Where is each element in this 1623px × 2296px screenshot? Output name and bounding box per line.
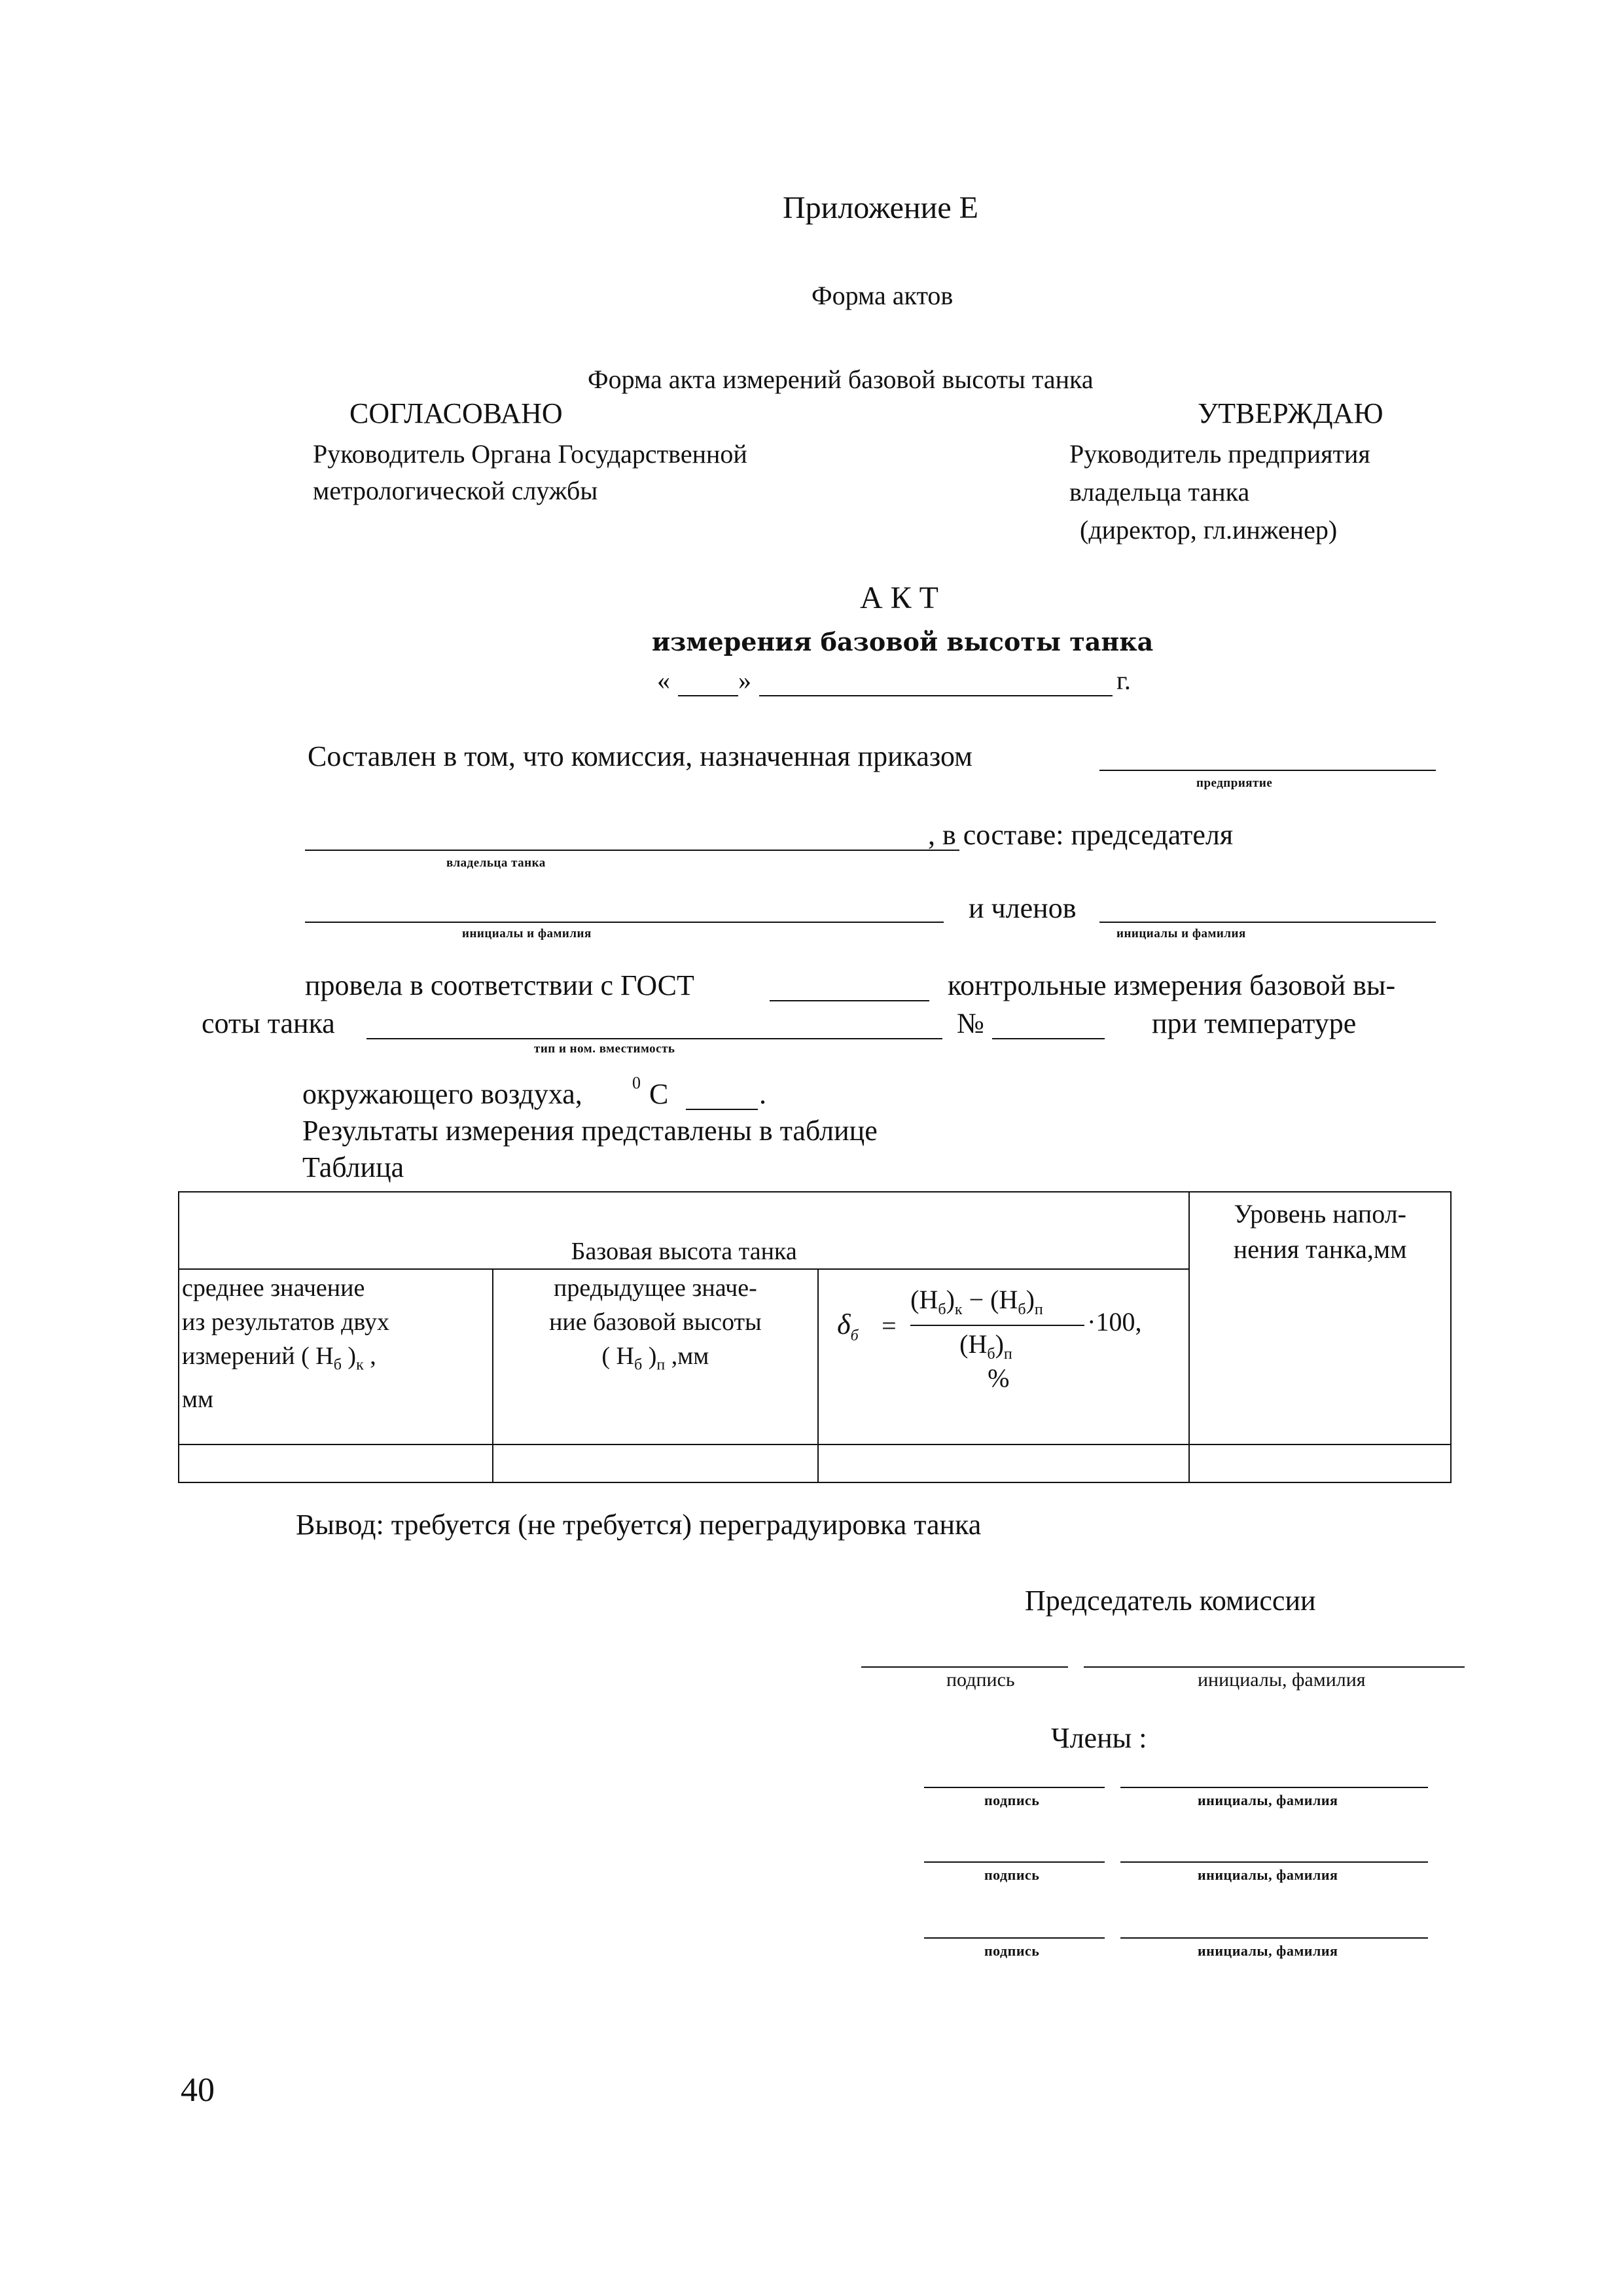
date-close-quote: »: [738, 666, 751, 695]
caption-type-volume: тип и ном. вместимость: [534, 1042, 675, 1056]
formula-multiplier: ·100,: [1087, 1307, 1142, 1336]
level-header-cell: [1189, 1192, 1451, 1444]
formula-equals: =: [882, 1311, 897, 1340]
approve-right-title: УТВЕРЖДАЮ: [1198, 397, 1383, 429]
table-empty-cell-3: [818, 1444, 1189, 1482]
member1-initials-caption: инициалы, фамилия: [1198, 1792, 1338, 1808]
degree-sign: 0: [632, 1073, 641, 1092]
group-header: Базовая высота танка: [571, 1238, 797, 1265]
body-line1: Составлен в том, что комиссия, назначенная приказом: [308, 740, 972, 772]
member1-initials-line: [1120, 1787, 1428, 1788]
date-open-quote: «: [657, 666, 670, 695]
col-deviation-header: [818, 1269, 1189, 1444]
chair-initials-line: [1084, 1666, 1465, 1668]
caption-enterprise: предприятие: [1196, 776, 1273, 790]
order-blank: [1099, 770, 1436, 771]
deviation-formula: [819, 1270, 1188, 1401]
formula-percent: %: [988, 1363, 1010, 1393]
chair-label: Председатель комиссии: [1025, 1585, 1316, 1617]
date-month-blank: [759, 695, 1113, 696]
body-line5b: №: [957, 1007, 984, 1039]
approved-by-left-line1: Руководитель Органа Государственной: [313, 439, 747, 469]
member3-signature-caption: подпись: [984, 1943, 1040, 1959]
formula-fraction-bar: [910, 1325, 1084, 1326]
appendix-heading: Приложение Е: [783, 190, 978, 225]
col2-line1: предыдущее значе-: [554, 1274, 757, 1302]
member2-signature-caption: подпись: [984, 1867, 1040, 1883]
body-line5a: соты танка: [202, 1007, 335, 1039]
body-line7: Результаты измерения представлены в таблице: [302, 1115, 878, 1147]
member3-initials-caption: инициалы, фамилия: [1198, 1943, 1338, 1959]
member2-signature-line: [924, 1861, 1105, 1863]
body-line4a: провела в соответствии с ГОСТ: [305, 969, 694, 1001]
group-header-cell: [179, 1192, 1189, 1269]
body-line6: окружающего воздуха,: [302, 1078, 582, 1110]
member2-initials-caption: инициалы, фамилия: [1198, 1867, 1338, 1883]
members-blank: [1099, 922, 1436, 923]
approve-right-line3: (директор, гл.инженер): [1080, 515, 1338, 545]
tank-number-blank: [992, 1038, 1105, 1039]
col-average-header: [179, 1269, 493, 1444]
body-line5c: при температуре: [1152, 1007, 1357, 1039]
temperature-blank: [686, 1109, 758, 1110]
date-day-blank: [678, 695, 738, 696]
body-line3-mid: и членов: [969, 892, 1077, 924]
col2-line2: ние базовой высоты: [549, 1308, 762, 1336]
approved-by-left-title: СОГЛАСОВАНО: [349, 397, 563, 429]
tank-type-blank: [366, 1038, 942, 1039]
form-title: Форма акта измерений базовой высоты танка: [588, 365, 1094, 394]
col1-line3: измерений ( $Н_б$ )$_к$ ,: [182, 1342, 376, 1374]
member2-initials-line: [1120, 1861, 1428, 1863]
member3-initials-line: [1120, 1937, 1428, 1939]
col1-line4: мм: [182, 1385, 214, 1413]
conclusion: Вывод: требуется (не требуется) переградуировка танка: [296, 1509, 982, 1541]
table-empty-cell-1: [179, 1444, 493, 1482]
formula-delta: $\delta_б$: [837, 1308, 859, 1344]
forms-heading: Форма актов: [812, 281, 954, 310]
approved-by-left-line2: метрологической службы: [313, 476, 598, 505]
chair-signature-line: [861, 1666, 1068, 1668]
caption-owner: владельца танка: [446, 856, 546, 870]
member1-signature-caption: подпись: [984, 1792, 1040, 1808]
results-table: [178, 1191, 1452, 1483]
level-header-line2: нения танка,мм: [1233, 1234, 1407, 1264]
member1-signature-line: [924, 1787, 1105, 1788]
col-previous-header: [493, 1269, 819, 1444]
formula-numerator: $(Н_б)_к - (Н_б)_п$: [910, 1285, 1043, 1318]
date-year: г.: [1116, 666, 1131, 695]
level-header-line1: Уровень напол-: [1234, 1199, 1406, 1229]
member3-signature-line: [924, 1937, 1105, 1939]
act-title: А К Т: [860, 581, 938, 615]
chair-signature-caption: подпись: [946, 1669, 1015, 1691]
chair-blank: [305, 922, 944, 923]
celsius: С: [649, 1078, 669, 1110]
page-number: 40: [181, 2072, 215, 2109]
table-empty-cell-4: [1189, 1444, 1451, 1482]
members-label: Члены :: [1051, 1722, 1147, 1754]
owner-blank: [305, 850, 959, 851]
col2-line3: ( $Н_б$ )$_п$ ,мм: [601, 1342, 709, 1374]
col1-line1: среднее значение: [182, 1274, 365, 1302]
period: .: [759, 1078, 766, 1110]
col1-line2: из результатов двух: [182, 1308, 390, 1336]
act-subtitle: измерения базовой высоты танка: [652, 627, 1154, 656]
table-label: Таблица: [302, 1151, 404, 1183]
approve-right-line2: владельца танка: [1069, 477, 1250, 507]
caption-initials-1: инициалы и фамилия: [462, 927, 592, 941]
gost-blank: [770, 1000, 929, 1001]
body-line2-tail: , в составе: председателя: [928, 819, 1234, 851]
caption-initials-2: инициалы и фамилия: [1116, 927, 1246, 941]
table-empty-cell-2: [493, 1444, 819, 1482]
approve-right-line1: Руководитель предприятия: [1069, 439, 1370, 469]
formula-denominator: $(Н_б)_п$: [959, 1329, 1012, 1363]
chair-initials-caption: инициалы, фамилия: [1198, 1669, 1366, 1691]
body-line4b: контрольные измерения базовой вы-: [948, 969, 1396, 1001]
